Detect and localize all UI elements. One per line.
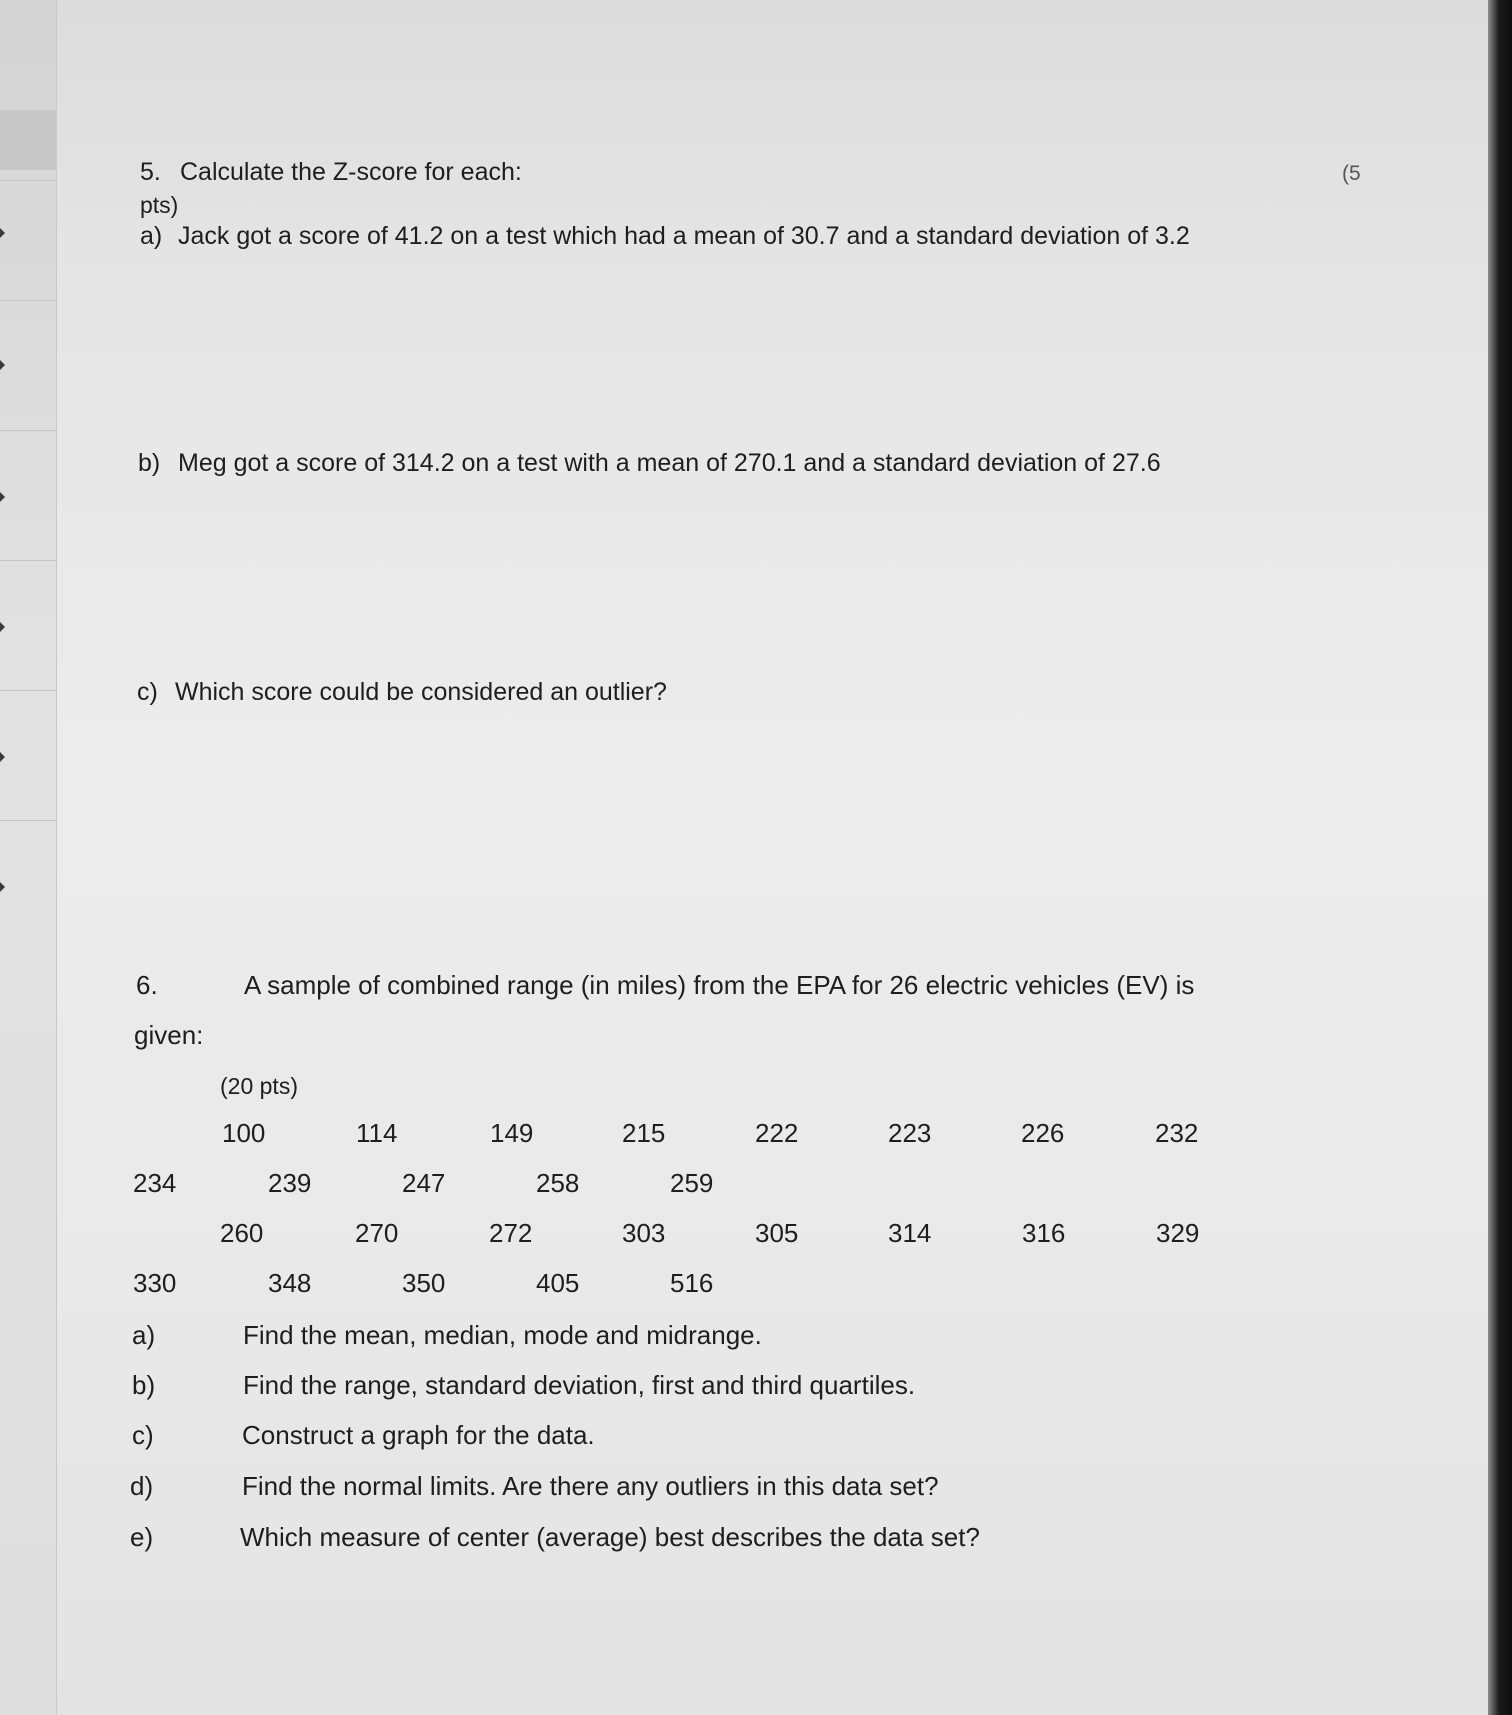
question5-points-close: pts) [140,192,179,218]
data-value: 232 [1155,1118,1199,1148]
sidebar-divider [0,180,56,181]
data-value: 305 [755,1218,799,1248]
data-value: 258 [536,1168,580,1198]
monitor-edge [1488,0,1512,1715]
data-value: 239 [268,1168,312,1198]
data-value: 316 [1022,1218,1066,1248]
q5-part-c-label: c) [137,678,158,706]
question6-points: (20 pts) [220,1073,298,1099]
sidebar-divider [0,690,56,691]
sidebar-divider [0,300,56,301]
expand-arrow-icon[interactable] [0,360,5,370]
data-value: 260 [220,1218,264,1248]
q6-part-label: c) [132,1420,154,1450]
data-value: 516 [670,1268,714,1298]
q5-part-b-text: Meg got a score of 314.2 on a test with a mean of 270.1 and a standard deviation of 27.6 [178,449,1161,477]
q6-part-text: Find the mean, median, mode and midrange. [243,1320,762,1350]
document-page [57,0,1488,1715]
data-value: 270 [355,1218,399,1248]
q6-part-text: Find the normal limits. Are there any outliers in this data set? [242,1471,939,1501]
q6-part-label: e) [130,1522,154,1552]
q5-part-c-text: Which score could be considered an outlier? [175,678,667,706]
question6-number: 6. [136,970,158,1000]
sidebar-divider [0,430,56,431]
data-value: 114 [356,1118,398,1148]
question6-prompt-line2: given: [134,1020,204,1050]
expand-arrow-icon[interactable] [0,622,5,632]
data-value: 259 [670,1168,714,1198]
data-value: 247 [402,1168,446,1198]
expand-arrow-icon[interactable] [0,228,5,238]
q6-part-text: Which measure of center (average) best describes the data set? [240,1522,980,1552]
sidebar-divider [0,560,56,561]
data-value: 350 [402,1268,446,1298]
q6-part-label: b) [132,1370,156,1400]
data-value: 100 [222,1118,266,1148]
expand-arrow-icon[interactable] [0,492,5,502]
data-value: 215 [622,1118,666,1148]
sidebar-divider [0,820,56,821]
q6-part-text: Find the range, standard deviation, first and third quartiles. [243,1370,916,1400]
data-value: 314 [888,1218,932,1248]
data-value: 272 [489,1218,533,1248]
data-value: 348 [268,1268,312,1298]
data-value: 222 [755,1118,799,1148]
left-sidebar-strip [0,0,57,1715]
expand-arrow-icon[interactable] [0,882,5,892]
question5-points-open: (5 [1342,162,1361,185]
question5-number: 5. [140,158,161,186]
q5-part-a-text: Jack got a score of 41.2 on a test which had a mean of 30.7 and a standard deviation of 3.2 [178,222,1190,250]
data-value: 223 [888,1118,932,1148]
data-value: 329 [1156,1218,1200,1248]
q5-part-a-label: a) [140,222,163,250]
data-value: 303 [622,1218,666,1248]
q6-part-label: d) [130,1471,154,1501]
q6-part-text: Construct a graph for the data. [242,1420,595,1450]
question5-prompt: Calculate the Z-score for each: [180,158,522,186]
question6-prompt-line1: A sample of combined range (in miles) from the EPA for 26 electric vehicles (EV) is [244,970,1195,1000]
expand-arrow-icon[interactable] [0,752,5,762]
q5-part-b-label: b) [138,449,161,477]
data-value: 234 [133,1168,177,1198]
data-value: 330 [133,1268,177,1298]
data-value: 149 [490,1118,534,1148]
data-value: 405 [536,1268,580,1298]
q6-part-label: a) [132,1320,156,1350]
sidebar-thumbnail [0,110,56,170]
data-value: 226 [1021,1118,1065,1148]
